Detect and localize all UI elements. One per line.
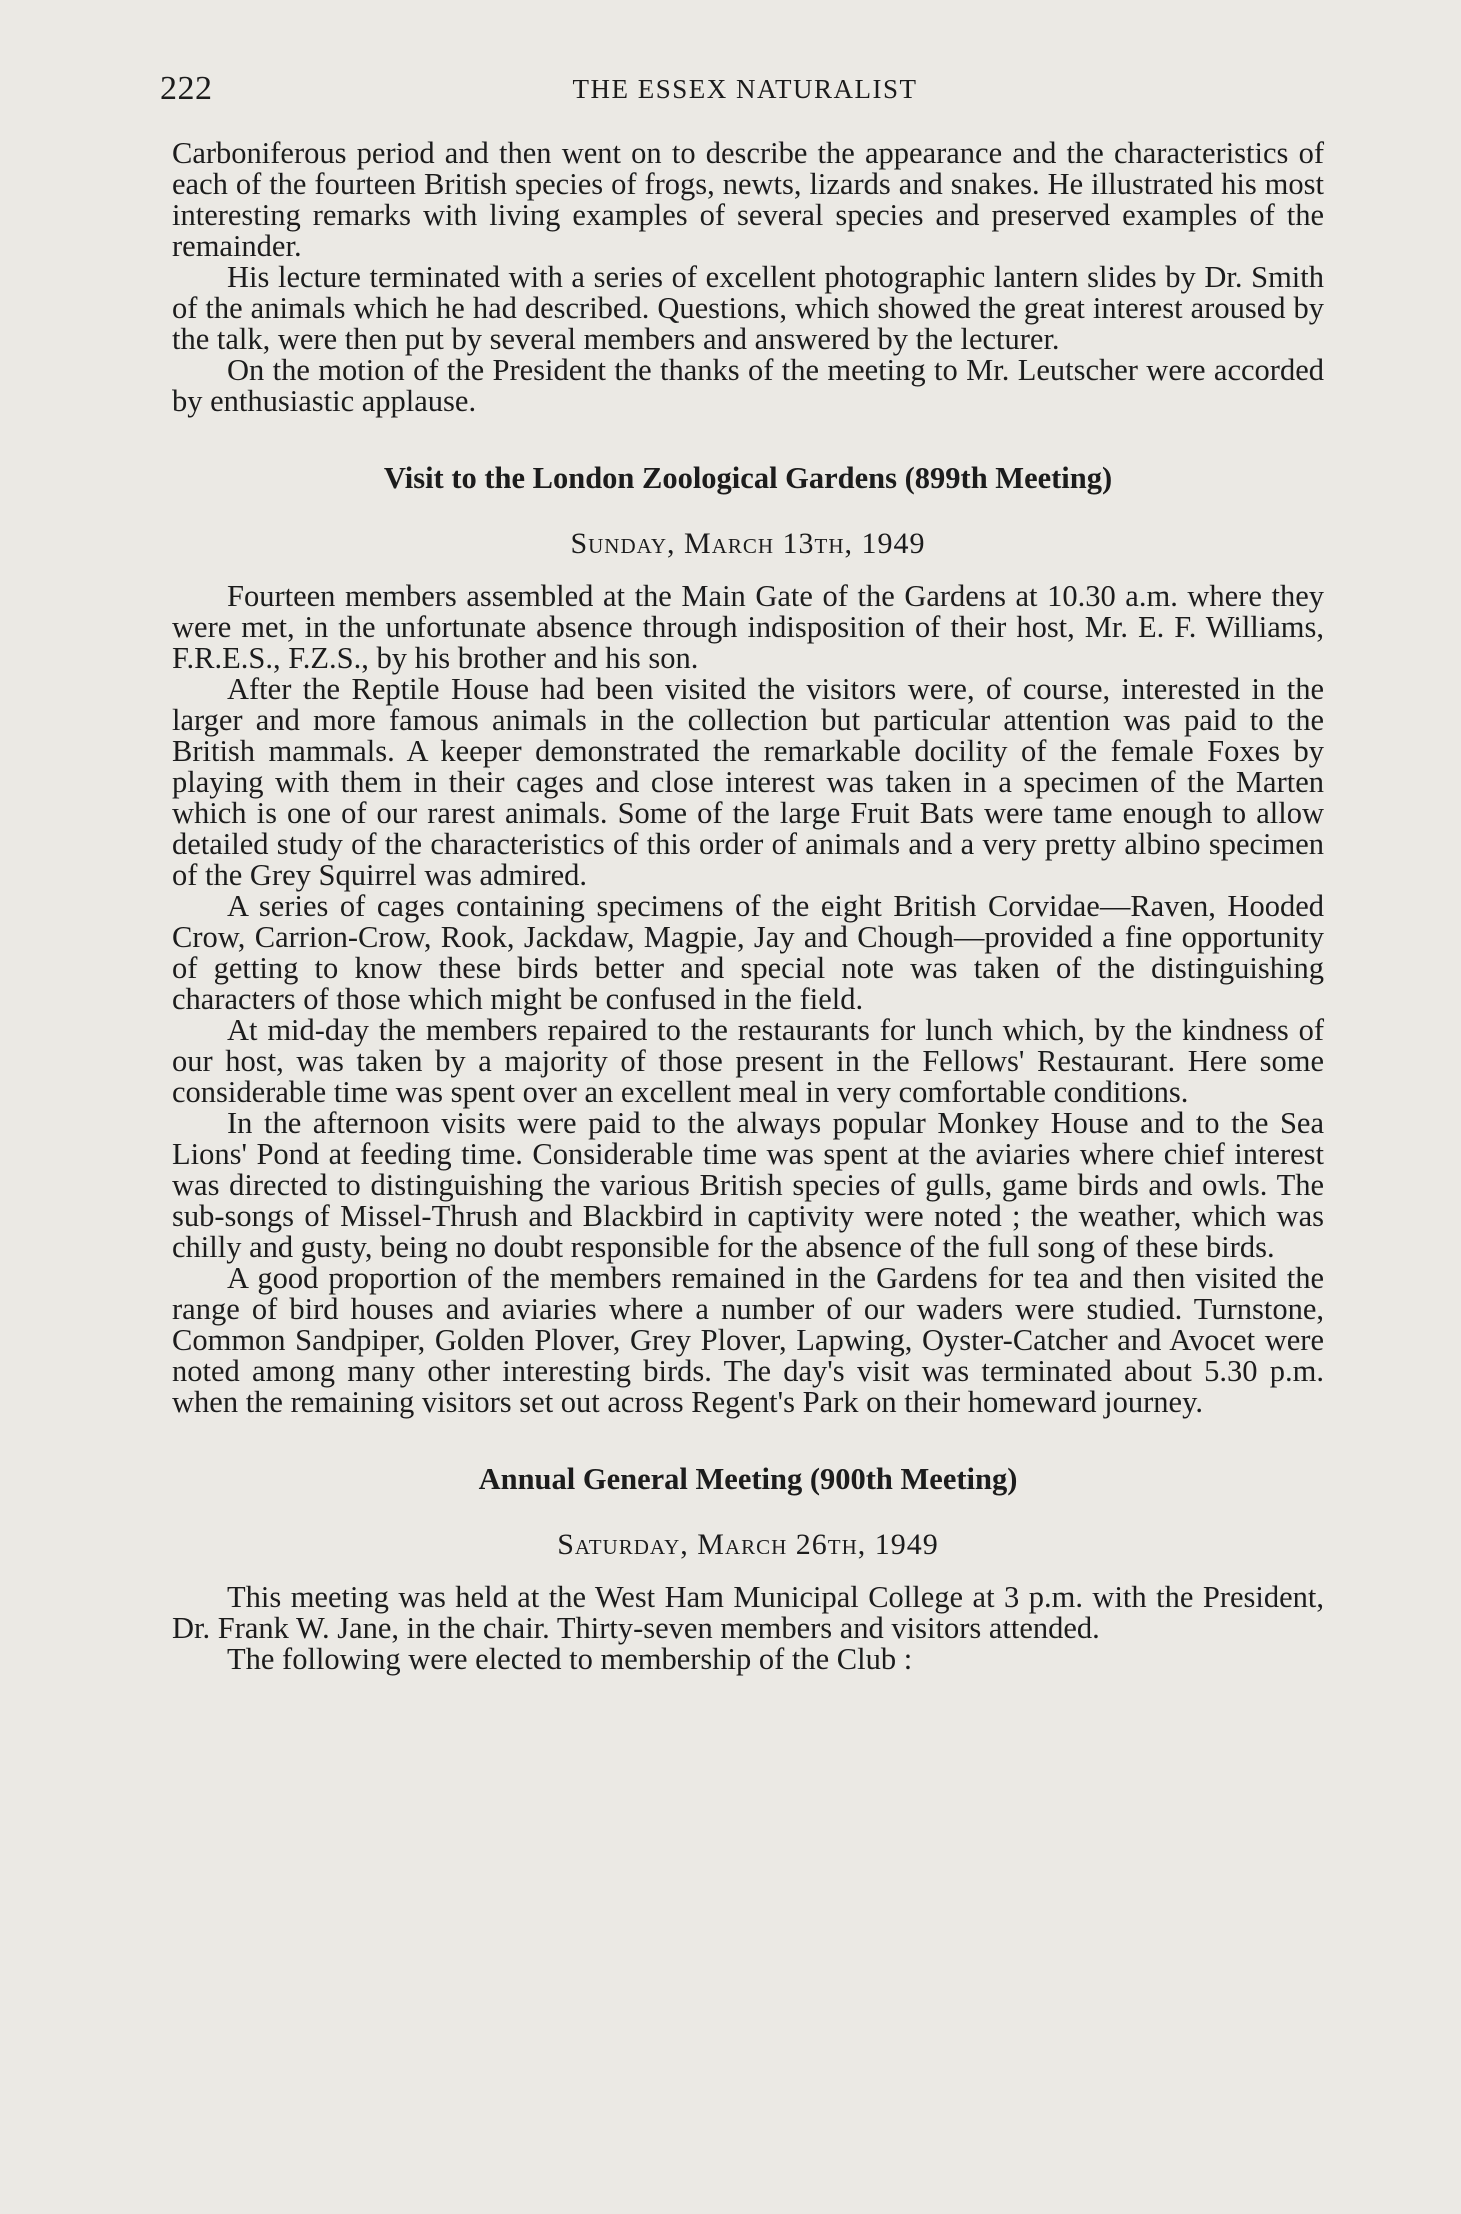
paragraph: This meeting was held at the West Ham Municipal College at 3 p.m. with the President, Dr. Frank W. Jane, in the chair. Thirty-seven members and visitors attended.	[172, 1580, 1324, 1645]
section-date-zoo-visit: Sunday, March 13th, 1949	[570, 527, 926, 560]
paragraph: A good proportion of the members remained in the Gardens for tea and then visited the range of bird houses and aviaries where a number of our waders were studied. Turnstone, Common Sandpiper, Golden Plover, Grey Plover, Lapwing, Oyster-Catcher and Avocet were noted among many other interesting birds. The day's visit was terminated about 5.30 p.m. when the remaining visitors set out across Regent's Park on their homeward journey.	[172, 1261, 1324, 1419]
section-heading-zoo-visit: Visit to the London Zoological Gardens (899th Meeting)	[383, 461, 1113, 495]
paragraph: A series of cages containing specimens of the eight British Corvidae—Raven, Hooded Crow, Carrion-Crow, Rook, Jackdaw, Magpie, Jay and Chough—provided a fine opportunity of getting to know these birds better and special note was taken of the distinguishing characters of those which might be confused in the field.	[172, 889, 1324, 1016]
page-body	[172, 138, 1324, 1675]
paragraph: On the motion of the President the thanks of the meeting to Mr. Leutscher were accorded by enthusiastic applause.	[172, 353, 1324, 418]
paragraph: At mid-day the members repaired to the restaurants for lunch which, by the kindness of our host, was taken by a majority of those present in the Fellows' Restaurant. Here some considerable time was spent over an excellent meal in very comfortable conditions.	[172, 1013, 1324, 1109]
paragraph: His lecture terminated with a series of excellent photographic lantern slides by Dr. Smith of the animals which he had described. Questions, which showed the great interest aroused by the talk, were then put by several members and answered by the lecturer.	[172, 260, 1324, 356]
page-header	[160, 70, 1330, 114]
paragraph: In the afternoon visits were paid to the always popular Monkey House and to the Sea Lions' Pond at feeding time. Considerable time was spent at the aviaries where chief interest was directed to distinguishing the various British species of gulls, game birds and owls. The sub-songs of Missel-Thrush and Blackbird in captivity were noted ; the weather, which was chilly and gusty, being no doubt responsible for the absence of the full song of these birds.	[172, 1106, 1324, 1264]
page-number: 222	[160, 70, 213, 107]
section-date-agm: Saturday, March 26th, 1949	[557, 1528, 939, 1561]
paragraph: Fourteen members assembled at the Main Gate of the Gardens at 10.30 a.m. where they were met, in the unfortunate absence through indisposition of their host, Mr. E. F. Williams, F.R.E.S., F.Z.S., by his brother and his son.	[172, 579, 1324, 675]
section-heading-agm: Annual General Meeting (900th Meeting)	[478, 1462, 1018, 1496]
paragraph: After the Reptile House had been visited the visitors were, of course, interested in the larger and more famous animals in the collection but particular attention was paid to the British mammals. A keeper demonstrated the remarkable docility of the female Foxes by playing with them in their cages and close interest was taken in a specimen of the Marten which is one of our rarest animals. Some of the large Fruit Bats were tame enough to allow detailed study of the characteristics of this order of animals and a very pretty albino specimen of the Grey Squirrel was admired.	[172, 672, 1324, 892]
paragraph-continuation: Carboniferous period and then went on to describe the appearance and the characteristics of each of the fourteen British species of frogs, newts, lizards and snakes. He illustrated his most interesting remarks with living examples of several species and preserved examples of the remainder.	[172, 136, 1324, 263]
paragraph: The following were elected to membership of the Club :	[227, 1642, 913, 1676]
running-title: THE ESSEX NATURALIST	[572, 74, 918, 104]
